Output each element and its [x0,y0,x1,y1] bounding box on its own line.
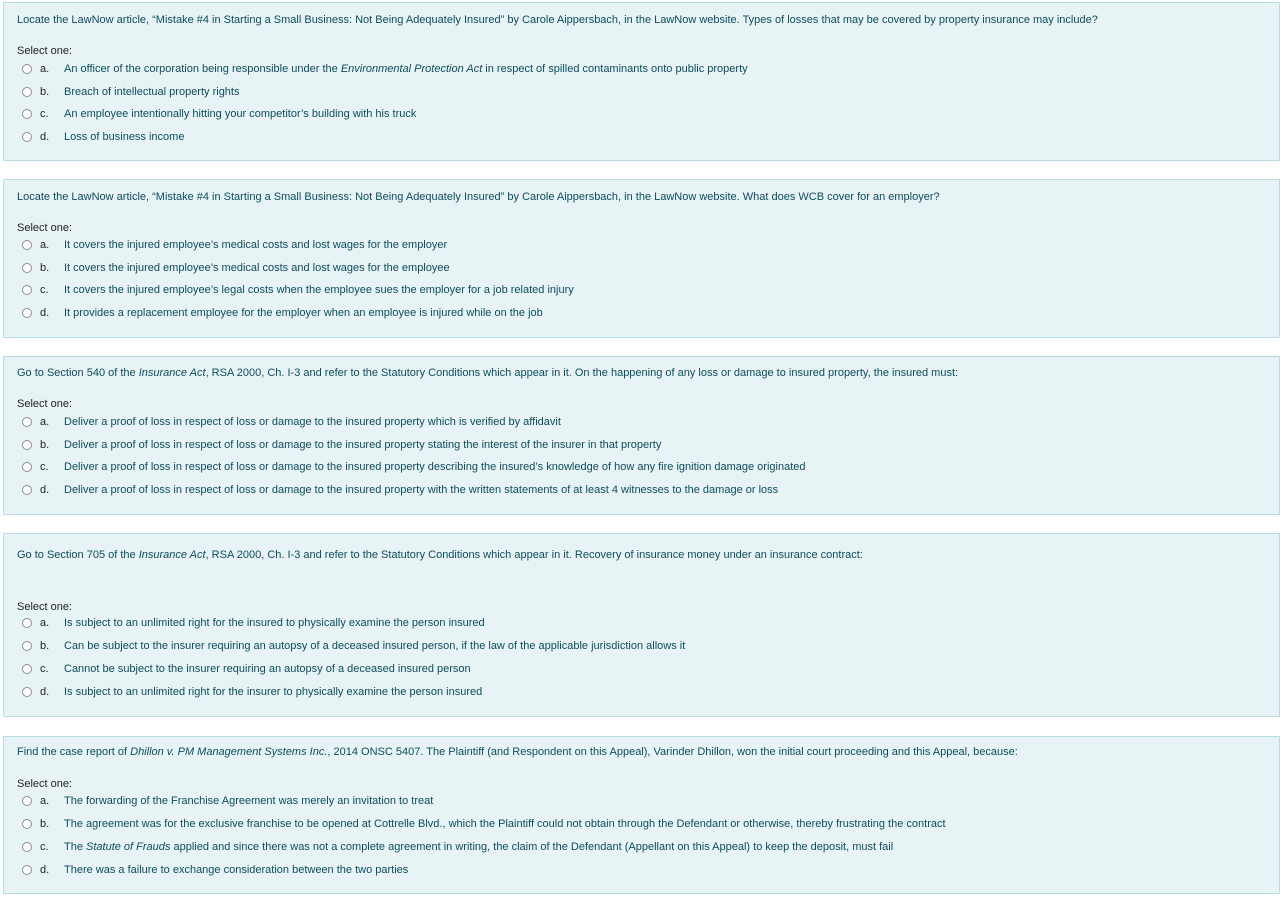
option-text: It covers the injured employee’s medical costs and lost wages for the employer [64,239,448,251]
question-text: Locate the LawNow article, “Mistake #4 in Starting a Small Business: Not Being Adequately Insured” by Carole Aippersbach, in the LawNow website. What does WCB cover for an employer? [17,191,940,203]
answer-option-c[interactable] [22,106,416,122]
radio-button[interactable] [22,87,32,97]
answer-option-c[interactable] [22,661,471,677]
option-letter: c. [40,663,49,675]
option-letter: b. [40,439,50,451]
radio-button[interactable] [22,462,32,472]
answer-option-b[interactable] [22,260,450,276]
answer-option-c[interactable] [22,282,574,298]
option-text: The Statute of Frauds applied and since there was not a complete agreement in writing, the claim of the Defendant (Appellant on this Appeal) to keep the deposit, must fail [64,841,894,853]
question-text: Go to Section 540 of the Insurance Act, RSA 2000, Ch. I-3 and refer to the Statutory Conditions which appear in it. On the happening of any loss or damage to insured property, the insured must: [17,367,959,379]
option-letter: b. [40,86,50,98]
option-letter: c. [40,841,49,853]
answer-option-a[interactable] [22,615,485,631]
answer-option-b[interactable] [22,437,661,453]
option-text: An employee intentionally hitting your competitor’s building with his truck [64,108,417,120]
radio-button[interactable] [22,641,32,651]
option-letter: c. [40,461,49,473]
radio-button[interactable] [22,285,32,295]
select-one-label: Select one: [17,398,73,410]
select-one-label: Select one: [17,778,73,790]
radio-button[interactable] [22,796,32,806]
option-text: The forwarding of the Franchise Agreement was merely an invitation to treat [64,795,434,807]
select-one-label: Select one: [17,45,73,57]
option-text: It covers the injured employee’s legal costs when the employee sues the employer for a job related injury [64,284,574,296]
option-text: Deliver a proof of loss in respect of loss or damage to the insured property with the written statements of at least 4 witnesses to the damage or loss [64,484,779,496]
radio-button[interactable] [22,64,32,74]
option-letter: d. [40,307,50,319]
answer-option-d[interactable] [22,684,482,700]
question-card [3,533,1280,717]
answer-option-d[interactable] [22,305,543,321]
radio-button[interactable] [22,263,32,273]
answer-option-a[interactable] [22,793,433,809]
option-text: Breach of intellectual property rights [64,86,240,98]
answer-option-d[interactable] [22,129,184,145]
option-letter: b. [40,262,50,274]
radio-button[interactable] [22,819,32,829]
radio-button[interactable] [22,440,32,450]
option-letter: d. [40,131,50,143]
radio-button[interactable] [22,687,32,697]
option-text: Deliver a proof of loss in respect of loss or damage to the insured property which is verified by affidavit [64,416,561,428]
option-letter: a. [40,63,50,75]
radio-button[interactable] [22,842,32,852]
radio-button[interactable] [22,618,32,628]
question-card [3,356,1280,515]
option-text: It provides a replacement employee for the employer when an employee is injured while on the job [64,307,543,319]
option-letter: a. [40,617,50,629]
option-text: An officer of the corporation being responsible under the Environmental Protection Act in respect of spilled contaminants onto public property [64,63,748,75]
answer-option-a[interactable] [22,414,561,430]
question-text: Go to Section 705 of the Insurance Act, RSA 2000, Ch. I-3 and refer to the Statutory Conditions which appear in it. Recovery of insurance money under an insurance contract: [17,549,863,561]
radio-button[interactable] [22,240,32,250]
option-letter: c. [40,108,49,120]
select-one-label: Select one: [17,222,73,234]
radio-button[interactable] [22,485,32,495]
radio-button[interactable] [22,664,32,674]
option-letter: d. [40,484,50,496]
radio-button[interactable] [22,109,32,119]
option-text: Is subject to an unlimited right for the insurer to physically examine the person insured [64,686,483,698]
radio-button[interactable] [22,865,32,875]
radio-button[interactable] [22,132,32,142]
option-text: Is subject to an unlimited right for the insured to physically examine the person insured [64,617,485,629]
option-letter: d. [40,686,50,698]
option-letter: d. [40,864,50,876]
option-text: Can be subject to the insurer requiring an autopsy of a deceased insured person, if the law of the applicable jurisdiction allows it [64,640,686,652]
answer-option-c[interactable] [22,839,893,855]
option-letter: a. [40,795,50,807]
question-card [3,736,1280,894]
answer-option-a[interactable] [22,237,447,253]
answer-option-c[interactable] [22,459,806,475]
question-text: Locate the LawNow article, “Mistake #4 in Starting a Small Business: Not Being Adequately Insured” by Carole Aippersbach, in the LawNow website. Types of losses that may be covered by property insurance may include? [17,14,1098,26]
radio-button[interactable] [22,417,32,427]
option-letter: b. [40,818,50,830]
option-text: The agreement was for the exclusive franchise to be opened at Cottrelle Blvd., which the Plaintiff could not obtain through the Defendant or otherwise, thereby frustrating the contract [64,818,946,830]
answer-option-a[interactable] [22,61,748,77]
answer-option-b[interactable] [22,816,946,832]
option-text: Deliver a proof of loss in respect of loss or damage to the insured property describing the insured’s knowledge of how any fire ignition damage originated [64,461,806,473]
option-text: Deliver a proof of loss in respect of loss or damage to the insured property stating the interest of the insurer in that property [64,439,662,451]
question-card [3,179,1280,338]
question-card [3,2,1280,161]
option-text: Loss of business income [64,131,185,143]
option-letter: a. [40,239,50,251]
answer-option-d[interactable] [22,482,778,498]
option-letter: b. [40,640,50,652]
radio-button[interactable] [22,308,32,318]
select-one-label: Select one: [17,601,73,613]
option-letter: c. [40,284,49,296]
option-text: There was a failure to exchange consideration between the two parties [64,864,409,876]
answer-option-d[interactable] [22,862,408,878]
option-letter: a. [40,416,50,428]
option-text: Cannot be subject to the insurer requiring an autopsy of a deceased insured person [64,663,471,675]
option-text: It covers the injured employee’s medical costs and lost wages for the employee [64,262,450,274]
question-text: Find the case report of Dhillon v. PM Management Systems Inc., 2014 ONSC 5407. The Plaintiff (and Respondent on this Appeal), Varinder Dhillon, won the initial court proceeding and this Appeal, because: [17,746,1018,758]
answer-option-b[interactable] [22,84,239,100]
answer-option-b[interactable] [22,638,685,654]
